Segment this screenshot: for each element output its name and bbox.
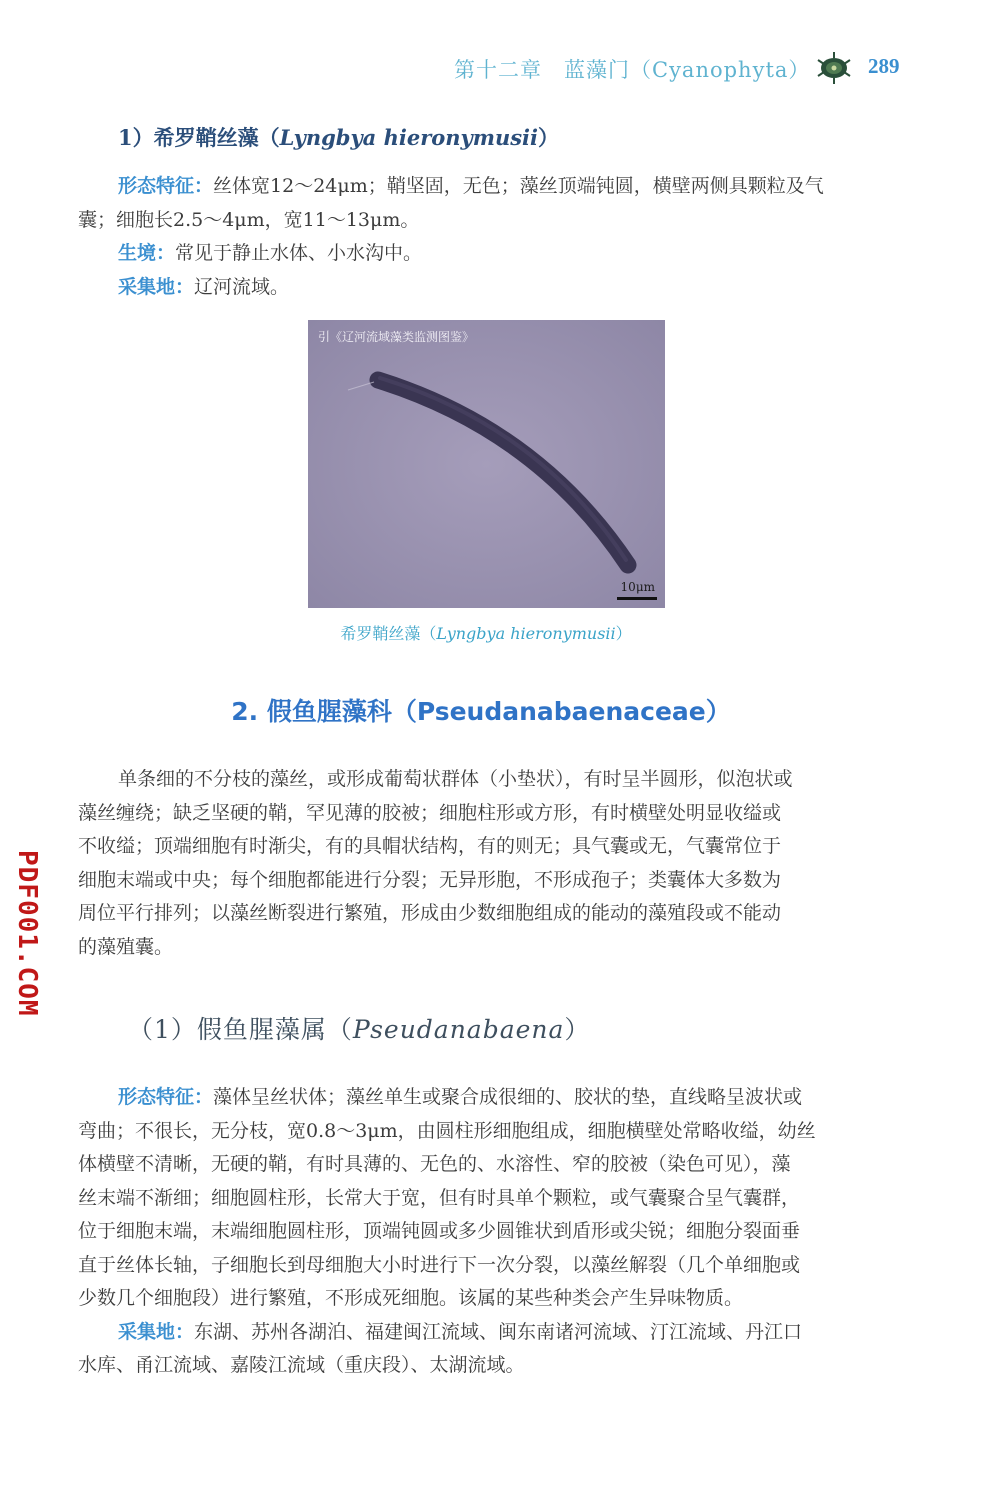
- description-line: 单条细的不分枝的藻丝，或形成葡萄状群体（小垫状），有时呈半圆形，似泡状或: [118, 768, 793, 790]
- morphology-label: 形态特征：: [118, 175, 214, 197]
- family-description: [78, 763, 908, 964]
- locality-label: 采集地：: [118, 1320, 195, 1343]
- morphology-line: 少数几个细胞段）进行繁殖，不形成死细胞。该属的某些种类会产生异味物质。: [78, 1287, 744, 1309]
- morphology-line: 直于丝体长轴，子细胞长到母细胞大小时进行下一次分裂，以藻丝解裂（几个单细胞或: [78, 1253, 801, 1276]
- morphology-line: 丝末端不渐细；细胞圆柱形，长常大于宽，但有时具单个颗粒，或气囊聚合呈气囊群，: [78, 1186, 801, 1209]
- photo-source-note: 引《辽河流域藻类监测图鉴》: [318, 330, 475, 344]
- morphology-label: 形态特征：: [118, 1086, 214, 1108]
- scale-bar-label: 10μm: [620, 580, 655, 594]
- habitat-label: 生境：: [118, 242, 176, 264]
- page-number: 289: [868, 54, 900, 78]
- locality-label: 采集地：: [118, 275, 195, 298]
- species-heading: 1）希罗鞘丝藻（Lyngbya hieronymusii）: [118, 125, 560, 150]
- filament-image: [308, 320, 665, 608]
- lyngbya-micrograph: [308, 320, 665, 608]
- species-morphology: 形态特征：丝体宽12～24μm；鞘坚固，无色；藻丝顶端钝圆，横壁两侧具颗粒及气 囊；细胞长2.5～4μm，宽11～13μm。 生境：常见于静止水体、小水沟中。 采集地：辽河流域。: [78, 175, 824, 298]
- watermark: PDF001.COM: [12, 850, 42, 1017]
- locality-line: 水库、甬江流域、嘉陵江流域（重庆段）、太湖流域。: [78, 1354, 525, 1376]
- scale-bar: [617, 597, 657, 600]
- description-line: 细胞末端或中央；每个细胞都能进行分裂；无异形胞，不形成孢子；类囊体大多数为: [78, 868, 782, 891]
- diatom-emblem-icon: [814, 50, 854, 86]
- description-line: 不收缢；顶端细胞有时渐尖，有的具帽状结构，有的则无；具气囊或无，气囊常位于: [78, 835, 782, 857]
- running-head: 第十二章 蓝藻门（Cyanophyta）: [454, 58, 811, 82]
- morphology-line: 弯曲；不很长，无分枝，宽0.8～3μm，由圆柱形细胞组成，细胞横壁处常略收缢，幼丝: [78, 1119, 816, 1142]
- genus-morphology: 形态特征：藻体呈丝状体；藻丝单生或聚合成很细的、胶状的垫，直线略呈波状或 弯曲；不很长，无分枝，宽0.8～3μm，由圆柱形细胞组成，细胞横壁处常略收缢，幼丝 体横壁不清晰，无硬的鞘，有时具薄的、无色的、水溶性、窄的胶被（染色可见），藻 丝末端不渐细；细胞圆柱形，长常大于宽，但有时具单个颗粒，或气囊聚合呈气囊群， 位于细胞末端，末端细胞圆柱形，顶端钝圆或多少圆锥状到盾形或尖锐；细胞分裂面垂 直于丝体长轴，子细胞长到母细胞大小时进行下一次分裂，以藻丝解裂（几个单细胞或 少数几个细胞段）进行繁殖，不形成死细胞。该属的某些种类会产生异味物质。 采集地：东湖、苏州各湖泊、福建闽江流域、闽东南诸河流域、汀江流域、丹江口 水库、甬江流域、嘉陵江流域（重庆段）、太湖流域。: [78, 1081, 908, 1383]
- description-line: 的藻殖囊。: [78, 935, 174, 958]
- genus-heading: （1）假鱼腥藻属（Pseudanabaena）: [128, 1015, 591, 1044]
- description-line: 藻丝缠绕；缺乏坚硬的鞘，罕见薄的胶被；细胞柱形或方形，有时横壁处明显收缢或: [78, 801, 782, 824]
- description-line: 周位平行排列；以藻丝断裂进行繁殖，形成由少数细胞组成的能动的藻殖段或不能动: [78, 902, 782, 924]
- family-heading: 2. 假鱼腥藻科（Pseudanabaenaceae）: [231, 697, 731, 726]
- figure-caption: 希罗鞘丝藻（Lyngbya hieronymusii）: [340, 624, 632, 643]
- morphology-line: 位于细胞末端，末端细胞圆柱形，顶端钝圆或多少圆锥状到盾形或尖锐；细胞分裂面垂: [78, 1220, 801, 1242]
- morphology-line: 体横壁不清晰，无硬的鞘，有时具薄的、无色的、水溶性、窄的胶被（染色可见），藻: [78, 1153, 791, 1175]
